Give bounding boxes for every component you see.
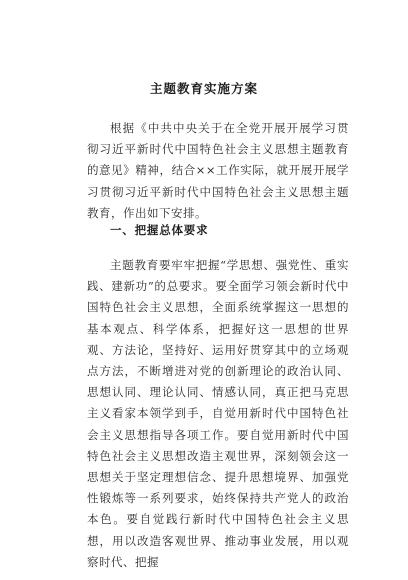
section-heading: 一、把握总体要求 xyxy=(110,223,209,237)
intro-paragraph: 根据《中共中央关于在全党开展开展学习贯彻习近平新时代中国特色社会主义思想主题教育的意见》精神，结合××工作实际，就开展开展学习贯彻习近平新时代中国特色社会主义思想主题教育，作出如下安排。 xyxy=(87,121,349,220)
document-title: 主题教育实施方案 xyxy=(149,81,258,96)
section-body-paragraph: 主题教育要牢牢把握“学思想、强党性、重实践、建新功”的总要求。要全面学习领会新时代中国特色社会主义思想，全面系统掌握这一思想的基本观点、科学体系，把握好这一思想的世界观、方法论，坚持好、运用好贯穿其中的立场观点方法，不断增进对党的创新理论的政治认同、思想认同、理论认同、情感认同，真正把马克思主义看家本领学到手，自觉用新时代中国特色社会主义思想指导各项工作。要自觉用新时代中国特色社会主义思想改造主观世界，深刻领会这一思想关于坚定理想信念、提升思想境界、加强党性锻炼等一系列要求，始终保持共产党人的政治本色。要自觉践行新时代中国特色社会主义思想，用以改造客观世界、推动事业发展，用以观察时代、把握 xyxy=(87,258,349,569)
